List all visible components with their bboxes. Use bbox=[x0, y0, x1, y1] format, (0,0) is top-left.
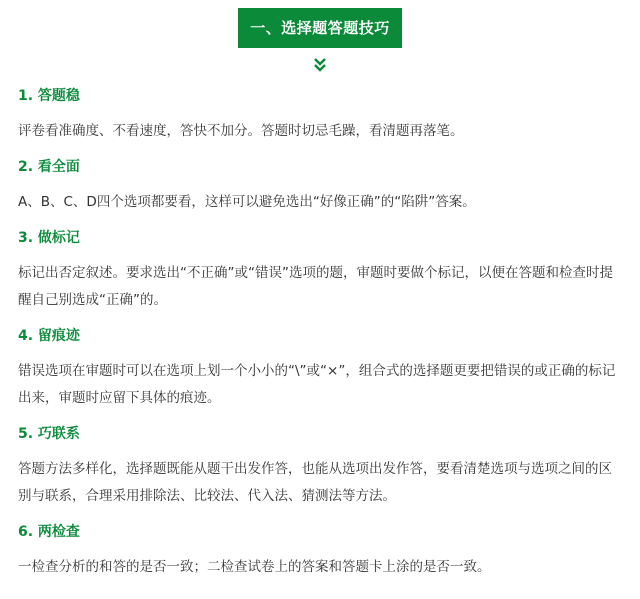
tip-section bbox=[18, 228, 622, 314]
tip-title: 3. 做标记 bbox=[18, 230, 80, 246]
tip-body: 评卷看准确度、不看速度，答快不加分。答题时切忌毛躁，看清题再落笔。 bbox=[18, 123, 464, 139]
tip-title: 6. 两检查 bbox=[18, 524, 80, 540]
tip-section bbox=[18, 157, 622, 216]
tip-body: 标记出否定叙述。要求选出“不正确”或“错误”选项的题，审题时要做个标记，以便在答题和检查时提醒自己别选成“正确”的。 bbox=[18, 265, 613, 308]
banner-container bbox=[0, 8, 640, 48]
tip-body: 错误选项在审题时可以在选项上划一个小小的“\”或“×”，组合式的选择题更要把错误的或正确的标记出来，审题时应留下具体的痕迹。 bbox=[18, 363, 616, 406]
tip-body: 一检查分析的和答的是否一致；二检查试卷上的答案和答题卡上涂的是否一致。 bbox=[18, 559, 491, 575]
tip-title: 4. 留痕迹 bbox=[18, 328, 80, 344]
tip-body: A、B、C、D四个选项都要看，这样可以避免选出“好像正确”的“陷阱”答案。 bbox=[18, 194, 476, 210]
tips-list bbox=[18, 86, 622, 593]
tip-title: 2. 看全面 bbox=[18, 159, 80, 175]
tip-title: 5. 巧联系 bbox=[18, 426, 80, 442]
tip-section bbox=[18, 424, 622, 510]
tip-section bbox=[18, 86, 622, 145]
tip-section bbox=[18, 326, 622, 412]
tip-body: 答题方法多样化，选择题既能从题干出发作答，也能从选项出发作答，要看清楚选项与选项之间的区别与联系，合理采用排除法、比较法、代入法、猜测法等方法。 bbox=[18, 461, 612, 504]
section-banner: 一、选择题答题技巧 bbox=[238, 8, 402, 48]
tip-section bbox=[18, 522, 622, 581]
tip-title: 1. 答题稳 bbox=[18, 88, 80, 104]
double-chevron-down-icon bbox=[0, 57, 640, 75]
